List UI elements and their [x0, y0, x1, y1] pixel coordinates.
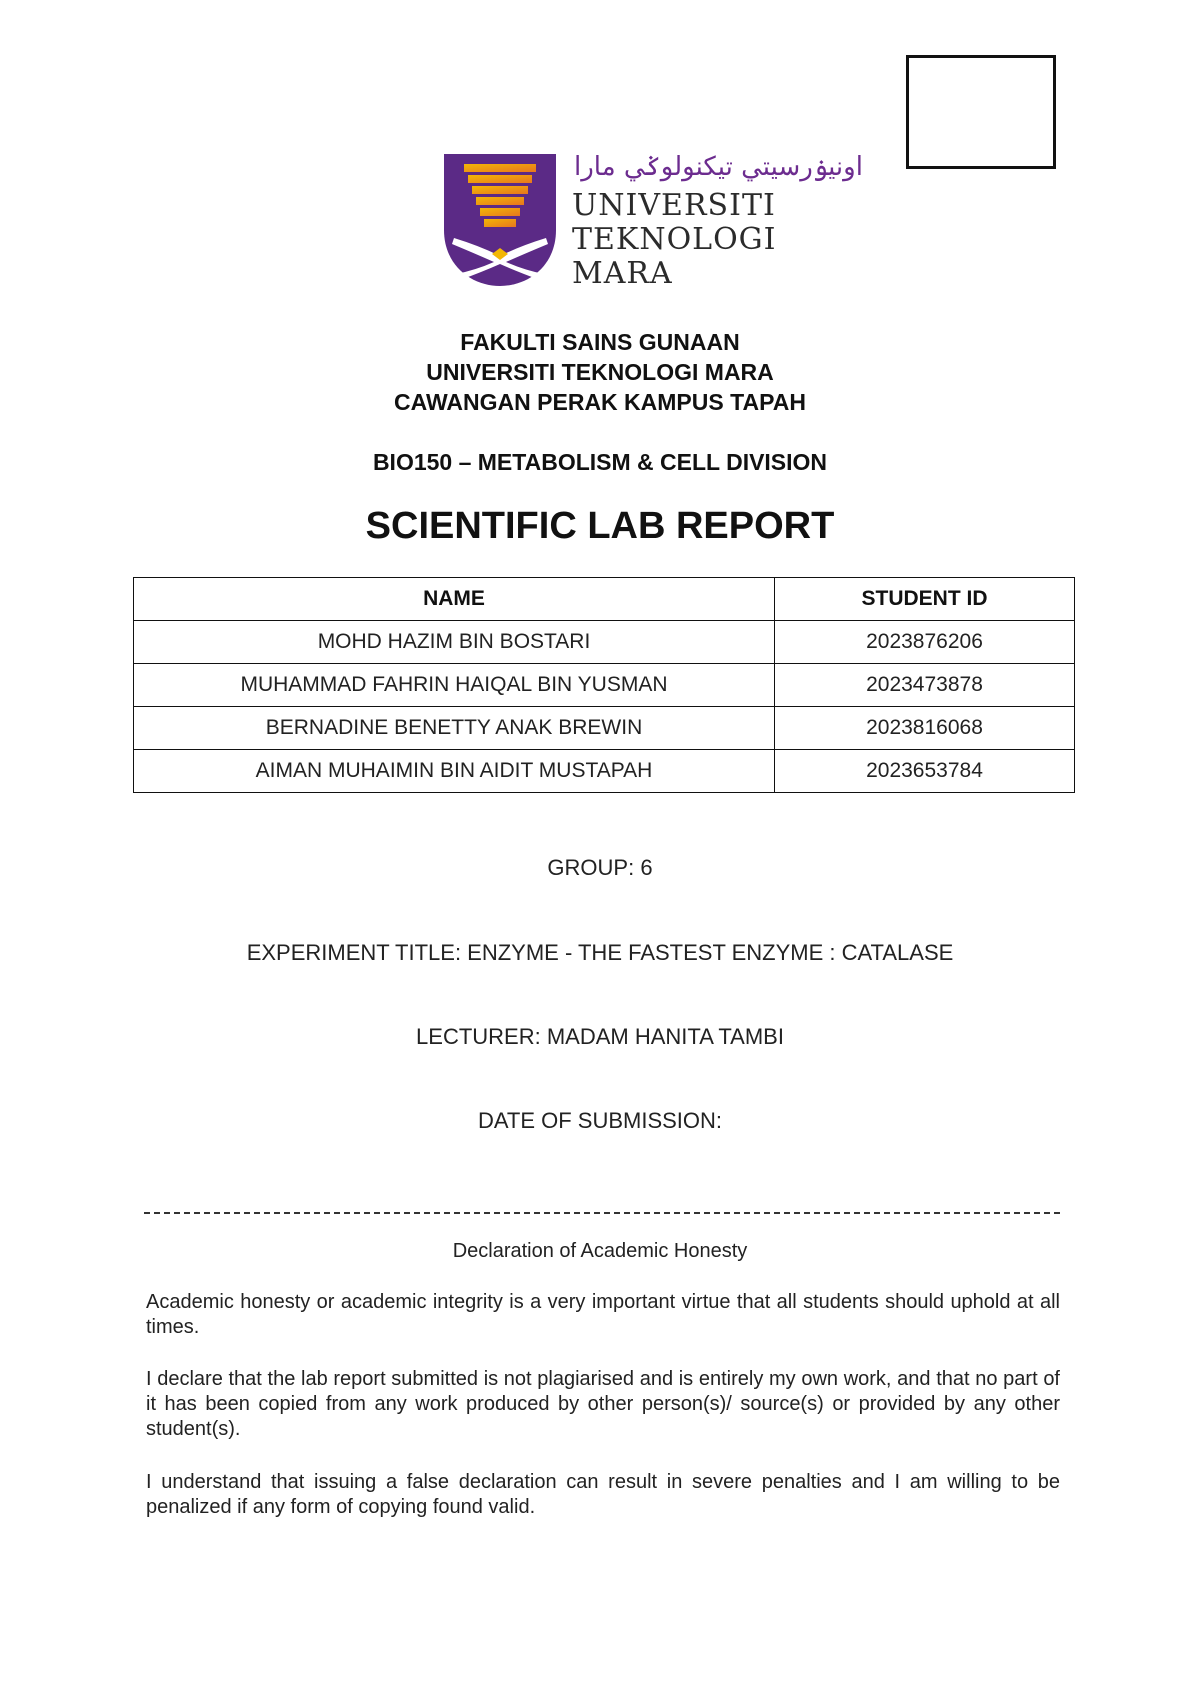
table-row: [134, 664, 1075, 707]
table-row: [134, 707, 1075, 750]
dashed-divider: [144, 1212, 1060, 1214]
declaration-paragraph-2: I declare that the lab report submitted is not plagiarised and is entirely my own work, and that no part of it has been copied from any work produced by other person(s)/ source(s) or provided by any other student(s).: [146, 1368, 1060, 1440]
faculty-header: [0, 327, 1200, 417]
logo-line-universiti: UNIVERSITI: [572, 188, 776, 223]
logo-jawi-text: اونيۏرسيتي تيكنولوݢي مارا: [574, 152, 863, 182]
declaration-paragraph-1: Academic honesty or academic integrity is a very important virtue that all students should uphold at all times.: [146, 1291, 1060, 1338]
declaration-heading: Declaration of Academic Honesty: [452, 1240, 748, 1262]
member-name: MUHAMMAD FAHRIN HAIQAL BIN YUSMAN: [134, 664, 775, 707]
declaration-paragraph-3: I understand that issuing a false declaration can result in severe penalties and I am willing to be penalized if any form of copying found valid.: [146, 1471, 1060, 1518]
table-row: [134, 621, 1075, 664]
corner-box: [906, 55, 1056, 169]
uitm-crest-icon: [440, 150, 560, 290]
campus-name: CAWANGAN PERAK KAMPUS TAPAH: [394, 389, 806, 415]
university-name: UNIVERSITI TEKNOLOGI MARA: [426, 359, 774, 385]
member-name: MOHD HAZIM BIN BOSTARI: [134, 621, 775, 664]
faculty-name: FAKULTI SAINS GUNAAN: [460, 329, 740, 355]
report-title: SCIENTIFIC LAB REPORT: [365, 505, 835, 547]
table-row: [134, 750, 1075, 793]
submission-date: DATE OF SUBMISSION:: [477, 1108, 723, 1133]
member-id: 2023816068: [775, 707, 1075, 750]
member-name: BERNADINE BENETTY ANAK BREWIN: [134, 707, 775, 750]
members-table: [133, 577, 1075, 793]
member-name: AIMAN MUHAIMIN BIN AIDIT MUSTAPAH: [134, 750, 775, 793]
uitm-logo: [440, 150, 863, 291]
table-header-row: [134, 578, 1075, 621]
column-header-student-id: STUDENT ID: [775, 578, 1075, 621]
group-info: GROUP: 6: [547, 855, 653, 880]
experiment-title: EXPERIMENT TITLE: ENZYME - THE FASTEST ENZYME : CATALASE: [246, 940, 954, 965]
member-id: 2023876206: [775, 621, 1075, 664]
member-id: 2023473878: [775, 664, 1075, 707]
column-header-name: NAME: [134, 578, 775, 621]
member-id: 2023653784: [775, 750, 1075, 793]
logo-line-teknologi: TEKNOLOGI: [572, 222, 777, 257]
lecturer-info: LECTURER: MADAM HANITA TAMBI: [416, 1024, 784, 1049]
logo-line-mara: MARA: [572, 256, 673, 291]
course-title: BIO150 – METABOLISM & CELL DIVISION: [372, 449, 828, 475]
